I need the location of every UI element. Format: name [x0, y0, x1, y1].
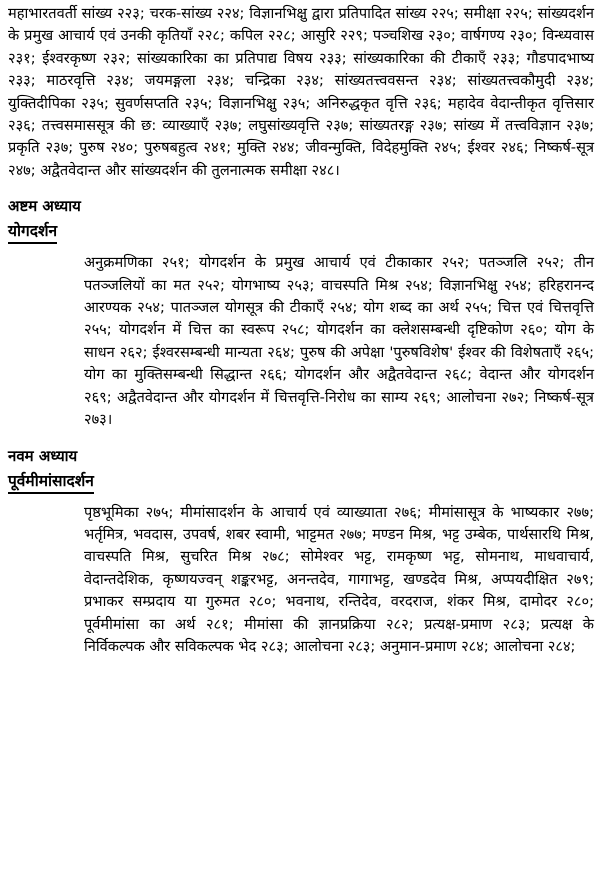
- section-heading-wrap-mimamsa: [8, 467, 594, 494]
- section-heading-mimamsa: पूर्वमीमांसादर्शन: [8, 470, 94, 494]
- contents-paragraph-mimamsa: पृष्ठभूमिका २७५; मीमांसादर्शन के आचार्य एवं व्याख्याता २७६; मीमांसासूत्र के भाष्यकार २७७; भर्तृमित्र, भवदास, उपवर्ष, शबर स्वामी, भाट्टमत २७७; मण्डन मिश्र, भट्ट उम्बेक, पार्थसारथि मिश्र, वाचस्पति मिश्र, सुचरित मिश्र २७८; सोमेश्वर भट्ट, रामकृष्ण भट्ट, सोमनाथ, माधवाचार्य, वेदान्तदेशिक, कृष्णयज्वन् शङ्करभट्ट, अनन्तदेव, गागाभट्ट, खण्डदेव मिश्र, अप्पयदीक्षित २७९; प्रभाकर सम्प्रदाय या गुरुमत २८०; भवनाथ, रन्तिदेव, वरदराज, शंकर मिश्र, दामोदर २८०; पूर्वमीमांसा का अर्थ २८१; मीमांसा की ज्ञानप्रक्रिया २८२; प्रत्यक्ष-प्रमाण २८३; प्रत्यक्ष के निर्विकल्पक और सविकल्पक भेद २८३; आलोचना २८३; अनुमान-प्रमाण २८४; आलोचना २८४;: [84, 503, 594, 655]
- chapter-heading-8: अष्टम अध्याय: [8, 197, 81, 216]
- section-heading-wrap-yoga: [8, 217, 594, 244]
- contents-paragraph-sankhya: महाभारतवर्ती सांख्य २२३; चरक-सांख्य २२४; विज्ञानभिक्षु द्वारा प्रतिपादित सांख्य २२५; समीक्षा २२५; सांख्यदर्शन के प्रमुख आचार्य एवं उनकी कृतियाँ २२८; कपिल २२८; आसुरि २२९; पञ्चशिख २३०; वार्षगण्य २३०; विन्ध्यवास २३१; ईश्वरकृष्ण २३२; सांख्यकारिका का प्रतिपाद्य विषय २३३; सांख्यकारिका की टीकाएँ २३३; गौडपादभाष्य २३३; माठरवृत्ति २३४; जयमङ्गला २३४; चन्द्रिका २३४; सांख्यतत्त्ववसन्त २३४; सांख्यतत्त्वकौमुदी २३४; युक्तिदीपिका २३५; सुवर्णसप्तति २३५; विज्ञानभिक्षु २३५; अनिरुद्धकृत वृत्ति २३६; महादेव वेदान्तीकृत वृत्तिसार २३६; तत्त्वसमाससूत्र की छ: व्याख्याएँ २३७; लघुसांख्यवृत्ति २३७; सांख्यतरङ्ग २३७; सांख्य में तत्त्वविज्ञान २३७; प्रकृति २३७; पुरुष २४०; पुरुषबहुत्व २४१; मुक्ति २४४; जीवन्मुक्ति, विदेहमुक्ति २४५; ईश्वर २४६; निष्कर्ष-सूत्र २४७; अद्वैतवेदान्त और सांख्यदर्शन की तुलनात्मक समीक्षा २४८।: [8, 5, 594, 179]
- contents-paragraph-yoga: अनुक्रमणिका २५१; योगदर्शन के प्रमुख आचार्य एवं टीकाकार २५२; पतञ्जलि २५२; तीन पतञ्जलियों का मत २५२; योगभाष्य २५३; वाचस्पति मिश्र २५४; विज्ञानभिक्षु २५४; हरिहरानन्द आरण्यक २५४; पातञ्जल योगसूत्र की टीकाएँ २५४; योग शब्द का अर्थ २५५; चित्त एवं चित्तवृत्ति २५५; योगदर्शन में चित्त का स्वरूप २५८; योगदर्शन का क्लेशसम्बन्धी दृष्टिकोण २६०; योग के साधन २६२; ईश्वरसम्बन्धी मान्यता २६४; पुरुष की अपेक्षा 'पुरुषविशेष' ईश्वर की विशेषताएँ २६५; योग का मुक्तिसम्बन्धी सिद्धान्त २६६; योगदर्शन और अद्वैतवेदान्त २६८; वेदान्त और योगदर्शन २६९; अद्वैतवेदान्त और योगदर्शन में चित्तवृत्ति-निरोध का साम्य २६९; आलोचना २७२; निष्कर्ष-सूत्र २७३।: [84, 254, 594, 429]
- chapter-heading-9: नवम अध्याय: [8, 446, 78, 465]
- section-heading-yoga: योगदर्शन: [8, 220, 57, 244]
